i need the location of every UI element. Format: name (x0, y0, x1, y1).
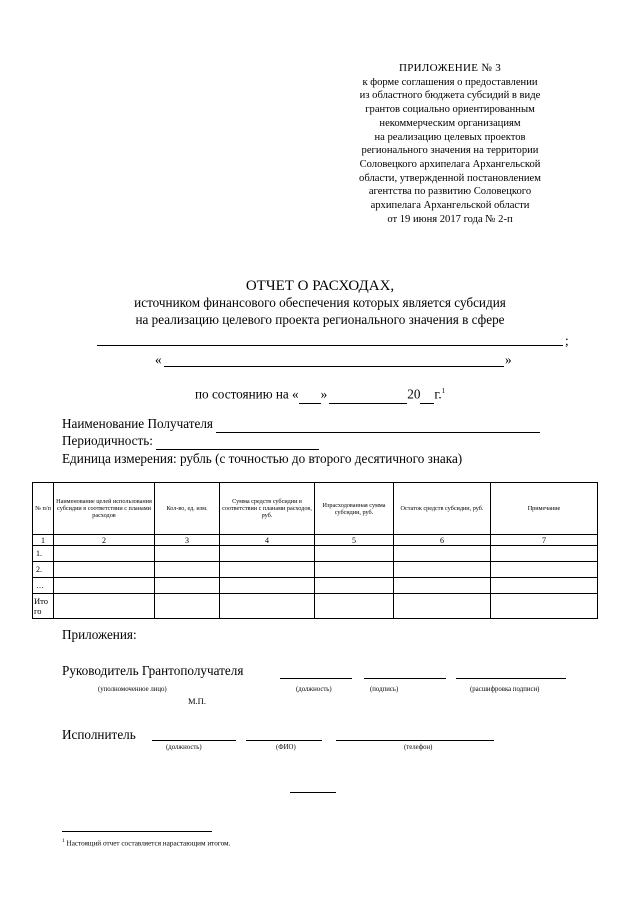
footnote-divider (62, 831, 212, 832)
column-number: 4 (220, 535, 315, 546)
row-number: 2. (33, 562, 54, 578)
attachments-label: Приложения: (62, 627, 137, 642)
appendix-line: на реализацию целевых проектов (374, 131, 526, 143)
title-line-3: на реализацию целевого проекта регионального значения в сфере (135, 311, 505, 327)
column-number: 7 (491, 535, 598, 546)
month-field[interactable] (329, 386, 407, 404)
appendix-line: к форме соглашения о предоставлении (362, 76, 538, 88)
total-label: Ито го (33, 594, 54, 619)
table-cell[interactable] (220, 546, 315, 562)
executor-label: Исполнитель (62, 727, 136, 742)
open-quote: « (155, 352, 162, 367)
caption-executor-phone: (телефон) (404, 744, 433, 751)
table-row (33, 578, 598, 594)
table-cell[interactable] (394, 562, 491, 578)
appendix-block (320, 62, 580, 226)
footnote-number: 1 (62, 838, 65, 844)
table-cell[interactable] (155, 562, 220, 578)
table-cell[interactable] (54, 546, 155, 562)
header-number: № п/п (33, 483, 54, 535)
table-cell[interactable] (315, 562, 394, 578)
executor-phone-line[interactable] (336, 740, 494, 741)
caption-executor-name: (ФИО) (276, 744, 296, 751)
sphere-line-2[interactable] (164, 366, 504, 367)
table-cell[interactable] (394, 546, 491, 562)
report-title: ОТЧЕТ О РАСХОДАХ, (245, 278, 395, 294)
caption-authorized: (уполномоченное лицо) (98, 686, 167, 693)
column-number: 3 (155, 535, 220, 546)
table-row (33, 546, 598, 562)
header-spent-sum: Израсходованная сумма субсидии, руб. (315, 483, 394, 535)
footnote-text: Настоящий отчет составляется нарастающим итогом. (66, 839, 231, 848)
periodicity-row (62, 433, 319, 450)
table-cell[interactable] (491, 594, 598, 619)
unit-row: Единица измерения: рубль (с точностью до второго десятичного знака) (62, 451, 463, 466)
stamp-label: М.П. (188, 696, 206, 706)
header-planned-sum: Сумма средств субсидии в соответствии с планами расходов, руб. (220, 483, 315, 535)
head-signature-line[interactable] (364, 678, 446, 679)
footnote-mark: 1 (441, 387, 446, 395)
appendix-line: регионального значения на территории (361, 145, 539, 157)
close-quote: » (505, 352, 512, 367)
title-line-2: источником финансового обеспечения которых является субсидия (134, 295, 506, 310)
table-cell[interactable] (491, 546, 598, 562)
periodicity-field[interactable] (156, 433, 319, 450)
sphere-line-1[interactable] (97, 345, 563, 346)
table-cell[interactable] (315, 546, 394, 562)
head-name-line[interactable] (456, 678, 566, 679)
caption-position: (должность) (296, 686, 332, 693)
appendix-line: Соловецкого архипелага Архангельской (359, 158, 541, 170)
header-balance: Остаток средств субсидии, руб. (394, 483, 491, 535)
column-number-row (33, 535, 598, 546)
year-field[interactable] (420, 386, 434, 404)
center-divider (290, 792, 336, 793)
table-cell[interactable] (54, 562, 155, 578)
recipient-label: Наименование Получателя (62, 416, 213, 431)
table-total-row (33, 594, 598, 619)
table-cell[interactable] (155, 578, 220, 594)
column-number: 2 (54, 535, 155, 546)
table-cell[interactable] (54, 594, 155, 619)
footnote (62, 838, 230, 847)
year-prefix: 20 (407, 386, 421, 402)
periodicity-label: Периодичность: (62, 433, 153, 448)
caption-executor-position: (должность) (166, 744, 202, 751)
table-cell[interactable] (155, 594, 220, 619)
header-purpose: Наименование целей использования субсидии в соответствии с планами расходов (54, 483, 155, 535)
as-of-date (195, 383, 445, 404)
appendix-line: из областного бюджета субсидий в виде (359, 90, 541, 102)
column-number: 1 (33, 535, 54, 546)
head-position-line[interactable] (280, 678, 352, 679)
executor-position-line[interactable] (152, 740, 236, 741)
table-cell[interactable] (220, 578, 315, 594)
row-number: 1. (33, 546, 54, 562)
table-cell[interactable] (394, 594, 491, 619)
table-cell[interactable] (491, 562, 598, 578)
report-title-block (60, 277, 580, 328)
table-cell[interactable] (54, 578, 155, 594)
appendix-line: области, утвержденной постановлением (359, 172, 541, 184)
as-of-quote: » (320, 386, 328, 402)
as-of-prefix: по состоянию на « (195, 386, 299, 402)
recipient-field[interactable] (216, 416, 540, 433)
recipient-row (62, 416, 540, 433)
table-cell[interactable] (315, 578, 394, 594)
table-cell[interactable] (220, 594, 315, 619)
table-cell[interactable] (315, 594, 394, 619)
column-number: 6 (394, 535, 491, 546)
year-suffix: г. (434, 386, 442, 402)
table-cell[interactable] (155, 546, 220, 562)
table-header-row (33, 483, 598, 535)
appendix-line: архипелага Архангельской области (370, 200, 530, 212)
header-quantity: Кол-во, ед. изм. (155, 483, 220, 535)
sphere-colon: ; (565, 333, 569, 348)
table-cell[interactable] (220, 562, 315, 578)
appendix-line: грантов социально ориентированным (365, 104, 535, 116)
day-field[interactable] (299, 386, 321, 404)
appendix-line: агентства по развитию Соловецкого (368, 186, 532, 198)
column-number: 5 (315, 535, 394, 546)
header-note: Примечание (491, 483, 598, 535)
table-row (33, 562, 598, 578)
appendix-line: некоммерческим организациям (379, 117, 521, 129)
executor-name-line[interactable] (246, 740, 322, 741)
appendix-heading: ПРИЛОЖЕНИЕ № 3 (398, 62, 501, 74)
caption-signature: (подпись) (370, 686, 399, 693)
caption-name: (расшифровка подписи) (470, 686, 540, 693)
head-label: Руководитель Грантополучателя (62, 663, 244, 678)
table-cell[interactable] (394, 578, 491, 594)
expense-table (32, 482, 598, 619)
row-number: … (33, 578, 54, 594)
appendix-line: от 19 июня 2017 года № 2-п (387, 213, 513, 225)
table-cell[interactable] (491, 578, 598, 594)
